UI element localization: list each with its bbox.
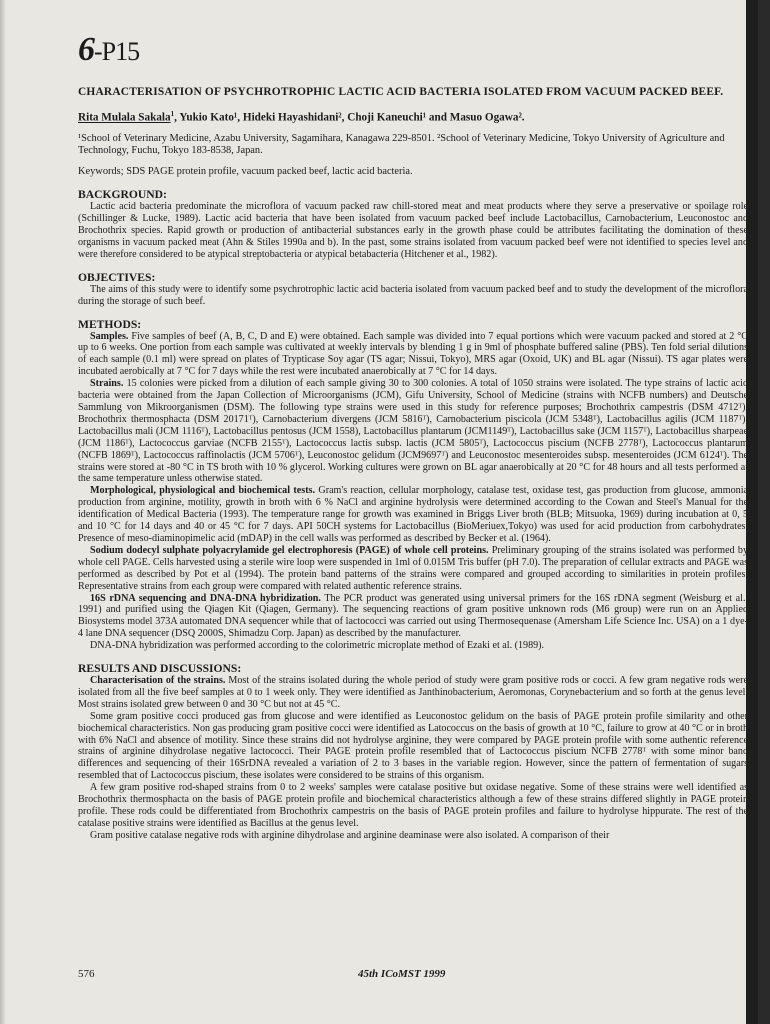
code-suffix: -P15 [94,37,140,66]
paper-content [78,30,748,842]
paper-title: CHARACTERISATION OF PSYCHROTROPHIC LACTIC ACID BACTERIA ISOLATED FROM VACUUM PACKED BEEF. [78,86,724,98]
sds-paragraph [78,545,748,593]
morph-paragraph [78,485,748,545]
strains-paragraph [78,378,748,485]
conference-name: 45th ICoMST 1999 [358,968,446,980]
strains-text: 15 colonies were picked from a dilution of each sample giving 30 to 300 colonies. A total of 1050 strains were isolated. The type strains of lactic acid bacteria were obtained from the Japan Collection of Microorganisms (JCM), Gifu University, School of Medicine (strains with NCFB numbers) and Deutsche Sammlung von Mikroorganismen (DSM). The following type strains were used in this study for reference purposes; Brochothrix campestris (DSM 4712ᵀ), Brochothrix thermosphacta (DSM 20171ᵀ), Carnobacterium divergens (JCM 5816ᵀ), Carnobacterium piscicola (JCM 5348ᵀ), Lactobacillus agilis (JCM 1187ᵀ), Lactobacillus mali (JCM 1116ᵀ), Lactobacillus pentosus (JCM 1558), Lactobacillus plantarum (JCM1149ᵀ), Lactobacillus sake (JCM 1157ᵀ), Lactobacillus sharpeae (JCM 1186ᵀ), Lactococcus garviae (NCFB 2155ᵀ), Lactococcus lactis subsp. lactis (JCM 5805ᵀ), Lactococcus piscium (NCFB 2778ᵀ), Lactococcus plantarum (NCFB 1869ᵀ), Lactococcus raffinolactis (JCM 5706ᵀ), Leuconostoc gelidum (JCM9697ᵀ) and Leuconostoc mesenteroides subsp. mesenteroides (JCM 6124ᵀ). The strains were stored at -80 °C in TS broth with 10 % glycerol. Working cultures were grown on BL agar anaerobically at 20 °C for 48 hours and all tests performed at the same temperature unless otherwise stated. [78,378,748,485]
results-paragraph-4: Gram positive catalase negative rods with arginine dihydrolase and arginine deaminase were also isolated. A comparison of their [90,829,610,841]
other-authors: Yukio Kato¹, Hideki Hayashidani², Choji Kaneuchi¹ and Masuo Ogawa². [179,111,525,124]
samples-paragraph [78,331,748,379]
morph-text: Gram's reaction, cellular morphology, catalase test, oxidase test, gas production from glucose, ammonia production from arginine, motility, growth in broth with 6 % NaCl and arginine hydrolysis were determined according to the Cowan and Steel's Manual for the identification of Medical Bacteria (1993). The temperature range for growth was examined in Briggs Liver broth (BLB; Mitsuoka, 1969) during incubation at 0, 5 and 10 °C for 14 days and 40 or 45 °C for 7 days. API 50CH systems for Lactobacillus (BioMeriuex,Tokyo) was used for acid production from carbohydrates. Presence of meso-diaminopimelic acid (mDAP) in the cell walls was performed as described by Becker et al. (1964). [78,485,748,544]
sds-title: Sodium dodecyl sulphate polyacrylamide gel electrophoresis (PAGE) of whole cell proteins. [90,544,489,556]
results-paragraph-3: A few gram positive rod-shaped strains from 0 to 2 weeks' samples were catalase positive but oxidase negative. Some of these strains were well identified as Brochothrix thermosphacta on the basis of PAGE protein profile and biochemical characteristics although a few of these strains differed slightly in PAGE protein profile. These rods could be differentiated from Brochothrix campestris on the basis of PAGE protein profiles and failure to hydrolyse hippurate. The rest of the catalase positive strains were identified as Bacillus at the genus level. [78,782,748,829]
morph-title: Morphological, physiological and biochemical tests. [90,485,316,497]
strains-title: Strains. [90,378,124,390]
char-paragraph [78,675,748,711]
background-text: Lactic acid bacteria predominate the microflora of vacuum packed raw chill-stored meat and meat products where they serve a preservative or spoilage role (Schillinger & Lucke, 1989). Lactic acid bacteria that have been isolated from vacuum packed beef include Lactobacillus, Carnobacterium, Leuconostoc and Brochothrix species. Rapid growth or production of antibacterial substances early in the growth phase could be attributes facilitating the domination of these organisms in vacuum packed meat (Ahn & Stiles 1990a and b). In the past, some strains isolated from vacuum packed beef were not identified to species level and were therefore considered to be atypical streptobacteria or atypical betabacteria (Hitchener et al., 1982). [78,201,748,260]
results-heading: RESULTS AND DISCUSSIONS: [78,662,242,676]
author-list: Rita Mulala Sakala$^1$, Yukio Kato¹, Hideki Hayashidani², Choji Kaneuchi¹ and Masuo Ogawa². [78,110,525,124]
char-text: Most of the strains isolated during the whole period of study were gram positive rods or cocci. A few gram negative rods were isolated from all the five beef samples at 0 to 1 week only. They were identified as Janthinobacterium, Aeromonas, Corynebacterium and so forth at the genus level. Most strains isolated grew between 0 and 30 °C but not at 45 °C. [78,675,748,710]
rrna-paragraph [78,593,748,641]
background-heading: BACKGROUND: [78,188,167,202]
first-author: Rita Mulala Sakala [78,111,171,124]
hybrid-paragraph: DNA-DNA hybridization was performed according to the colorimetric microplate method of Ezaki et al. (1989). [90,640,545,652]
sds-text: Preliminary grouping of the strains isolated was performed by whole cell PAGE. Cells harvested using a sterile wire loop were suspended in 1ml of 0.015M Tris buffer (pH 7.0). The preparation of cellular extracts and PAGE was performed as described by Pot et al (1994). The protein band patterns of the strains were compared and grouped according to similarities in protein profiles. Representative strains from each group were compared with related authentic reference strains. [78,544,748,592]
affiliation: ¹School of Veterinary Medicine, Azabu University, Sagamihara, Kanagawa 229-8501. ²School of Veterinary Medicine, Tokyo University of Agriculture and Technology, Fuchu, Tokyo 183-8538, Japan. [78,132,725,157]
poster-code [78,30,748,72]
rrna-title: 16S rDNA sequencing and DNA-DNA hybridization. [90,592,321,604]
code-number: 6 [78,31,94,68]
keywords: Keywords; SDS PAGE protein profile, vacuum packed beef, lactic acid bacteria. [78,165,413,177]
page-number: 576 [78,968,95,980]
methods-heading: METHODS: [78,317,142,331]
samples-title: Samples. [90,330,129,342]
scan-edge [0,0,6,1024]
results-paragraph-2: Some gram positive cocci produced gas from glucose and were identified as Leuconostoc gelidum on the basis of PAGE protein profile similarity and other biochemical characteristics. Non gas producing gram positive cocci were identified as Latococcus on the basis of growth at 10 °C, failure to grow at 40 °C or in broth with 6% NaCl and absence of motility. Since these strains did not hydrolyse arginine, they were compared by PAGE protein profile with some authentic reference strains of arginine dihydrolase negative lactococci. Their PAGE protein profile resembled that of Lactococcus piscium NCFB 2778ᵀ with some minor band differences and sequencing of their 16SrDNA revealed a variation of 2 to 3 bases in the variable region. However, since the pattern of fermentation of sugars resembled that of Lactococcus piscium, these isolates were considered to be strains of this organism. [78,710,748,782]
samples-text: Five samples of beef (A, B, C, D and E) were obtained. Each sample was divided into 7 equal portions which were vacuum packed and stored at 2 °C up to 6 weeks. One portion from each sample was cultivated at weekly intervals by blending 1 g in 9ml of phosphate buffered saline (PBS). Ten fold serial dilutions of each sample (0.1 ml) were spread on plates of Trypticase Soy agar (TS agar; Nissui, Tokyo), MRS agar (Oxoid, UK) and BL agar (Nissui). TS agar plates were incubated aerobically at 7 °C for 7 days while the rest were incubated anaerobically at 7 °C for 14 days. [78,330,748,378]
objectives-text: The aims of this study were to identify some psychrotrophic lactic acid bacteria isolated from vacuum packed beef and to study the development of the microflora during the storage of such beef. [78,283,748,307]
rrna-text: The PCR product was generated using universal primers for the 16S rDNA segment (Weisburg et al., 1991) and purified using the Qiagen Kit (Qiagen, Germany). The sequencing reactions of gram positive unknown rods (M6 group) were run on an Applied Biosystems model 373A automated DNA sequencer while that of lactococci was carried out using Thermosequenase (Amersham Life Science Inc. USA) on a 1 dye-4 lane DNA sequencer (DSQ 2000S, Shimadzu Corp. Japan) as described by the manufacturer. [78,592,748,640]
char-title: Characterisation of the strains. [90,675,226,687]
objectives-heading: OBJECTIVES: [78,270,156,284]
